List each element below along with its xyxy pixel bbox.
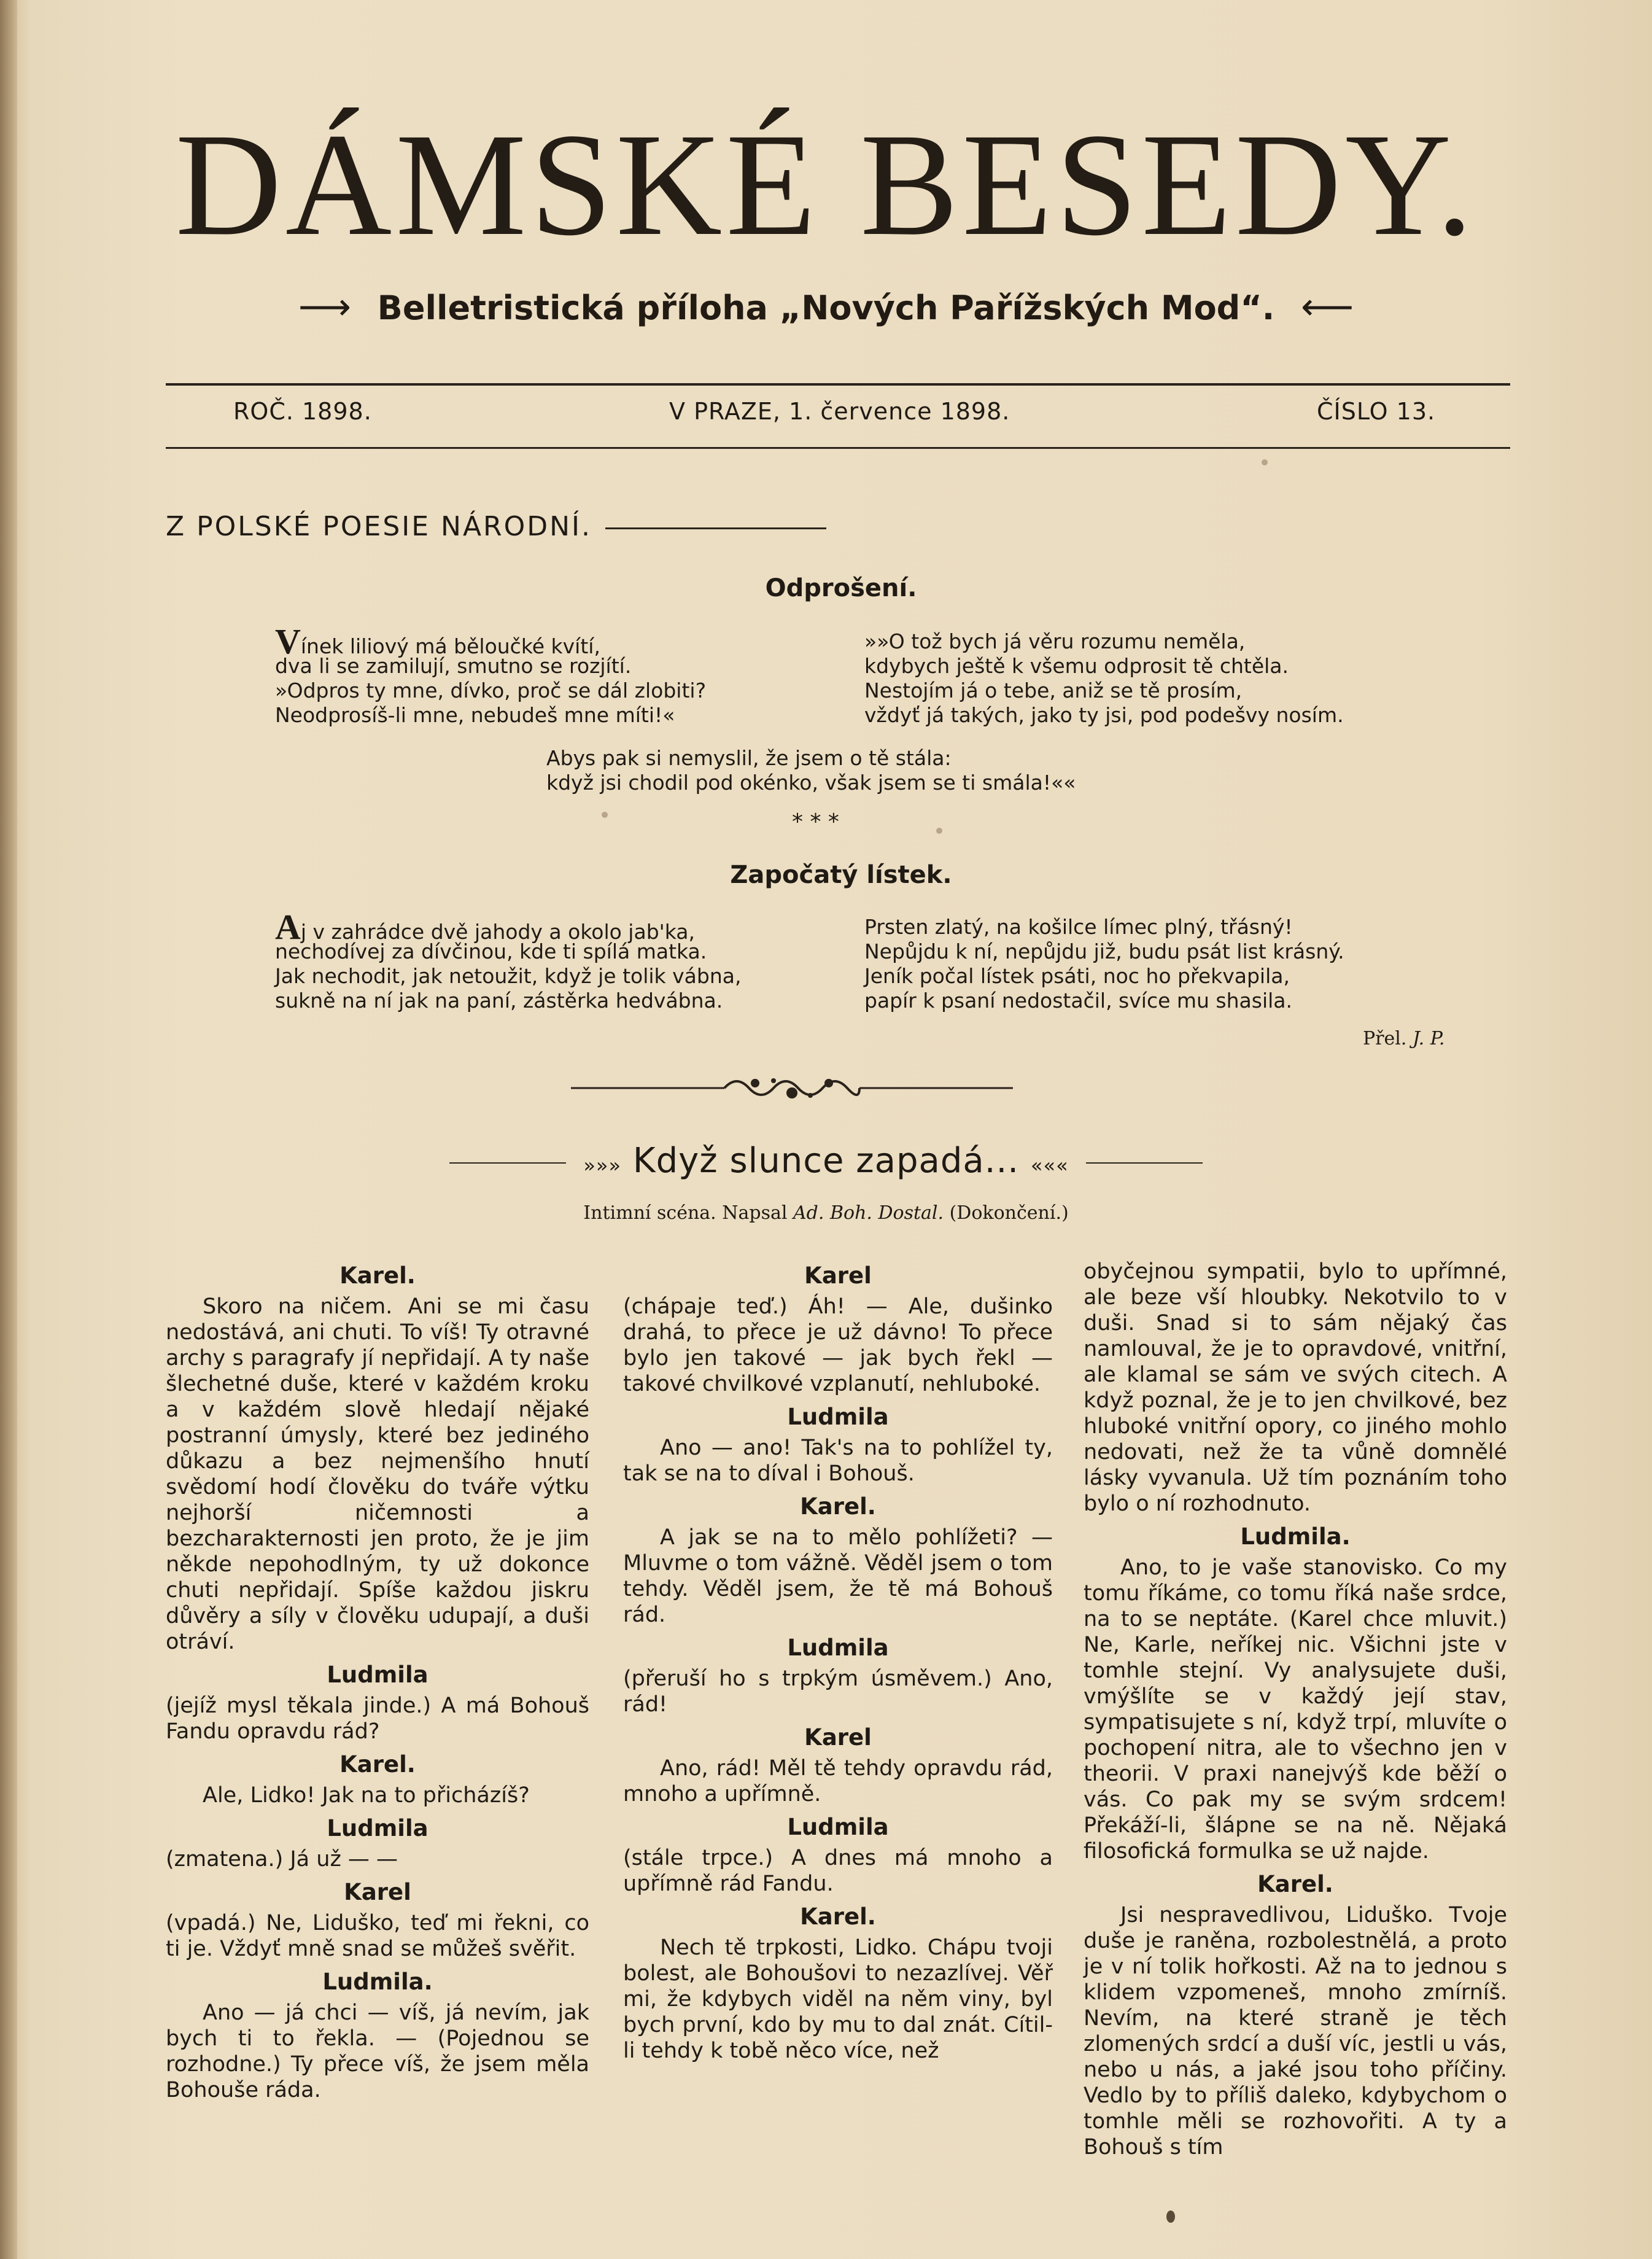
poem-line: Neodprosíš-li mne, nebudeš mne míti!«: [275, 703, 675, 727]
speaker-name: Ludmila.: [1240, 1523, 1351, 1550]
dialogue-paragraph: (přeruší ho s trpkým úsměvem.) Ano, rád!: [623, 1666, 1053, 1717]
poem-line: j v zahrádce dvě jahody a okolo jab'ka,: [300, 920, 695, 944]
poem-line: Nestojím já o tebe, aniž se tě prosím,: [864, 678, 1243, 702]
speaker-name: Karel: [804, 1262, 872, 1289]
speaker-name: Karel.: [800, 1903, 876, 1930]
speaker-name: Karel.: [339, 1262, 416, 1289]
section-heading-rule: [605, 527, 826, 529]
poem1-dropcap: V: [275, 621, 301, 661]
arrow-left-ornament-icon: ⟵: [1301, 286, 1354, 329]
translator-prefix: Přel.: [1363, 1028, 1407, 1049]
speaker-name: Karel.: [339, 1751, 416, 1778]
speaker-name: Ludmila: [327, 1662, 429, 1688]
dialogue-paragraph: (stále trpce.) A dnes má mnoho a upřímně rád Fandu.: [623, 1846, 1053, 1896]
dialogue-paragraph: Ano — já chci — víš, já nevím, jak bych ti to řekla. — (Pojednou se rozhodne.) Ty přece víš, že jsem měla Bohouše ráda.: [166, 2000, 589, 2102]
poem1-center-stanza: [546, 746, 1076, 795]
story-title-block: [0, 1141, 1652, 1181]
translator-credit: [1363, 1028, 1445, 1049]
speaker-name: Ludmila.: [322, 1969, 433, 1995]
speaker-name: Karel: [344, 1879, 411, 1905]
section-heading-text: Z POLSKÉ POESIE NÁRODNÍ.: [166, 511, 592, 542]
dialogue-paragraph: Nech tě trpkosti, Lidko. Chápu tvoji bolest, ale Bohoušovi to nezazlívej. Věř mi, že kdybych viděl na něm viny, byl bych první, kdo by mu to dal znát. Cítil-li tehdy k tobě něco více, než: [623, 1935, 1053, 2063]
poem2-left-stanza: [275, 907, 742, 1013]
poem-line: vždyť já takých, jako ty jsi, pod podešvy nosím.: [864, 703, 1344, 727]
poem-line: »Odpros ty mne, dívko, proč se dál zlobiti?: [275, 678, 707, 702]
story-title: Když slunce zapadá...: [632, 1141, 1020, 1181]
dialogue-paragraph: (zmatena.) Já už — —: [166, 1847, 398, 1872]
dialogue-paragraph: obyčejnou sympatii, bylo to upřímné, ale beze vší hloubky. Nekotvilo to v duši. Snad si to sám nějaký čas namlouval, že je to opravdové, vnitřní, ale klamal se sám ve svých citech. A když poznal, že je to jen chvilkové, bez hluboké vnitřní opory, co jiného mohlo nedovati, než že ta vůně domnělé lásky vyvanula. Už tím poznáním toho bylo o ní rozhodnuto.: [1084, 1259, 1507, 1516]
speaker-name: Ludmila: [787, 1404, 889, 1430]
dialogue-paragraph: A jak se na to mělo pohlížeti? — Mluvme o tom vážně. Věděl jsem o tom tehdy. Věděl jsem, že tě má Bohouš rád.: [623, 1525, 1053, 1627]
poem-line: »»O tož bych já věru rozumu neměla,: [864, 629, 1246, 653]
speaker-name: Ludmila: [327, 1815, 429, 1841]
issue-number: ČÍSLO 13.: [1317, 398, 1436, 425]
book-spine-edge: [0, 0, 17, 2259]
issue-year: ROČ. 1898.: [233, 398, 372, 425]
story-subtitle: [0, 1202, 1652, 1224]
arrow-right-ornament-icon: ⟶: [298, 286, 351, 329]
paper-speck: [1166, 2210, 1175, 2223]
poem-line: když jsi chodil pod okénko, však jsem se ti smála!««: [546, 771, 1076, 795]
top-rule: [166, 383, 1510, 386]
poem-line: Nepůjdu k ní, nepůjdu již, budu psát list krásný.: [864, 939, 1344, 963]
dialogue-paragraph: Ano, to je vaše stanovisko. Co my tomu říkáme, co tomu říká naše srdce, na to se neptáte. (Karel chce mluvit.) Ne, Karle, neříkej nic. Všichni jste v tomhle stejní. Vy analysujete duši, vmýšlíte se v každý její stav, sympatisujete s ní, když trpí, mluvíte o pochopení nitra, ale to všechno jen v theorii. V praxi nanejvýš kde běží o vás. Co pak my se svým srdcem! Překáží-li, šlápne se na ně. Nějaká filosofická formulka se už najde.: [1084, 1555, 1507, 1864]
poem-line: ínek liliový má bělоučké kvítí,: [300, 634, 600, 658]
dialogue-paragraph: Ano — ano! Tak's na to pohlížel ty, tak se na to díval i Bohouš.: [623, 1436, 1053, 1486]
speaker-name: Karel.: [800, 1493, 876, 1520]
issue-info-bar: [233, 398, 1449, 435]
dialogue-paragraph: Skoro na ničem. Ani se mi času nedostává, ani chuti. To víš! Ty otravné archy s paragrafy jí nepřidají. A ty naše šlechetné duše, které v každém kroku a v každém slově hledají nějaké postranní úmysly, které bez jediného důkazu a bez nejmenšího hnutí svědomí hodí člověku do tváře výtku nejhorší ničemnosti a bezcharakternosti jen proto, že je jim někde nepohodlným, ty už dokonce chuti nepřidají. Spíše každou jiskru důvěry a síly v člověku udupají, a duši otráví.: [166, 1294, 589, 1654]
subtitle-text: Belletristická příloha „Nových Pařížských Mod“.: [377, 289, 1275, 327]
dialogue-paragraph: Ano, rád! Měl tě tehdy opravdu rád, mnoho a upřímně.: [623, 1756, 1053, 1806]
dialogue-paragraph: (chápaje teď.) Áh! — Ale, dušinko drahá, to přece je už dávno! To přece bylo jen takové — jak bych řekl — takové chvilkové vzplanutí, nehluboké.: [623, 1294, 1053, 1396]
paper-speck: [936, 828, 942, 834]
story-subtitle-genre: Intimní scéna. Napsal: [583, 1202, 788, 1224]
masthead-title: DÁMSKÉ BESEDY.: [175, 103, 1477, 266]
poem2-title: Započatý lístek.: [730, 861, 952, 889]
speaker-name: Karel: [804, 1724, 872, 1751]
poem1-right-stanza: [864, 629, 1344, 728]
text-column-1: [166, 1256, 589, 2109]
text-column-2: [623, 1256, 1053, 2070]
title-rule-right: [1086, 1162, 1203, 1164]
poem-line: Jak nechodit, jak netoužit, když je tolik vábna,: [275, 964, 742, 988]
paper-speck: [1262, 459, 1268, 465]
text-column-3: [1084, 1259, 1507, 2166]
poem-line: dva li se zamilují, smutno se rozjítí.: [275, 654, 632, 678]
masthead-subtitle: [0, 286, 1652, 329]
poem-line: Abys pak si nemyslil, že jsem o tě stála:: [546, 746, 952, 770]
poem-line: nechodívej za dívčinou, kde ti spílá matka.: [275, 939, 707, 963]
poem1-left-stanza: [275, 621, 707, 728]
story-subtitle-continuation: (Dokončení.): [949, 1202, 1069, 1224]
paper-speck: [602, 812, 608, 818]
translator-initials: J. P.: [1412, 1028, 1445, 1049]
poem2-right-stanza: [864, 915, 1344, 1013]
poem-line: sukně na ní jak na paní, zástěrka hedvábna.: [275, 989, 723, 1013]
poem-line: Jeník počal lístek psáti, noc ho překvapila,: [864, 964, 1290, 988]
asterism: * * *: [792, 809, 839, 834]
title-ornament-right-icon: «««: [1030, 1154, 1069, 1177]
title-rule-left: [449, 1162, 566, 1164]
floral-divider-icon: [571, 1070, 1013, 1106]
speaker-name: Ludmila: [787, 1635, 889, 1661]
bottom-rule: [166, 447, 1510, 449]
section-heading: [166, 511, 826, 542]
poem-line: kdybych ještě k všemu odprosit tě chtěla.: [864, 654, 1289, 678]
dialogue-paragraph: Ale, Lidko! Jak na to přicházíš?: [203, 1783, 530, 1808]
speaker-name: Ludmila: [787, 1814, 889, 1840]
dialogue-paragraph: Jsi nespravedlivou, Liduško. Tvoje duše je raněna, rozbolestnělá, a proto je v ní tolik hořkosti. Až na to jednou s klidem vzpomeneš, mnoho zmírníš. Nevím, na které straně je těch zlomených srdcí a duší víc, jestli u vás, nebo u nás, a jaké jsou toho příčiny. Vedlo by to příliš daleko, kdybychom o tomhle měli se rozhovořiti. A ty a Bohouš s tím: [1084, 1903, 1507, 2160]
dialogue-paragraph: (jejíž mysl těkala jinde.) A má Bohouš Fandu opravdu rád?: [166, 1693, 589, 1744]
title-ornament-left-icon: »»»: [583, 1154, 622, 1177]
issue-place-date: V PRAZE, 1. července 1898.: [669, 398, 1010, 425]
poem-line: papír k psaní nedostačil, svíce mu shasila.: [864, 989, 1292, 1013]
speaker-name: Karel.: [1257, 1871, 1333, 1897]
poem1-title: Odprošení.: [765, 574, 917, 602]
story-author: Ad. Boh. Dostal.: [793, 1202, 944, 1224]
poem2-dropcap: A: [275, 907, 301, 947]
poem-line: Prsten zlatý, na košilce límec plný, třásný!: [864, 915, 1293, 939]
dialogue-paragraph: (vpadá.) Ne, Liduško, teď mi řekni, co ti je. Vždyť mně snad se můžeš svěřit.: [166, 1911, 589, 1961]
